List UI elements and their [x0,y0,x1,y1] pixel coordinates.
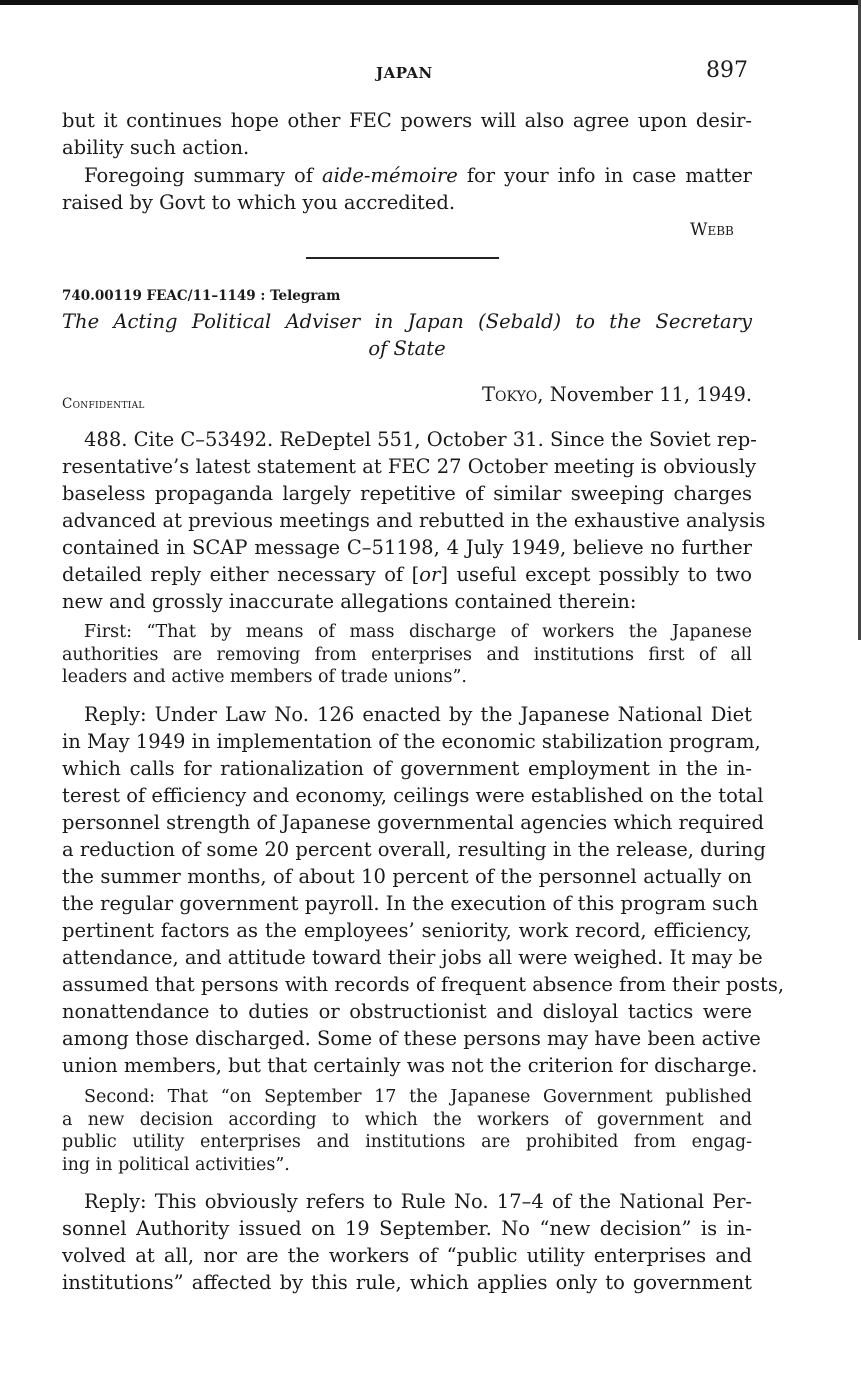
text-line: Reply: This obviously refers to Rule No. 17–4 of the National Per- [84,1190,752,1213]
title-line: The Acting Political Adviser in Japan (Sebald) to the Secretary [62,310,752,333]
text-line: the summer months, of about 10 percent of the personnel actually on [62,865,752,888]
text-line: terest of efficiency and economy, ceilings were established on the total [62,784,764,807]
text-line: authorities are removing from enterprises and institutions first of all [62,644,752,665]
text-line: the regular government payroll. In the execution of this program such [62,892,759,915]
text-line: a reduction of some 20 percent overall, resulting in the release, during [62,838,766,861]
page-number: 897 [706,58,748,83]
text-line: First: “That by means of mass discharge of workers the Japanese [84,622,752,642]
text-line: volved at all, nor are the workers of “public utility enterprises and [62,1244,752,1267]
text-line: raised by Govt to which you accredited. [62,191,456,214]
editorial-insertion: or [419,563,441,586]
divider [306,257,499,259]
text-line: pertinent factors as the employees’ seniority, work record, efficiency, [62,919,752,942]
text-line: among those discharged. Some of these persons may have been active [62,1027,761,1050]
classification: Confidential [62,396,145,412]
italic-term: aide-mémoire [322,164,458,187]
signature: Webb [690,220,734,240]
text-line: 488. Cite C–53492. ReDeptel 551, October 31. Since the Soviet rep- [84,428,757,451]
allegation-second [62,1086,752,1176]
text-line: attendance, and attitude toward their jobs all were weighed. It may be [62,946,763,969]
text-line: ing in political activities”. [62,1154,290,1175]
document-title [62,308,752,362]
text-line: ability such action. [62,136,250,159]
text-line: Foregoing summary of aide-mémoire for your info in case matter [84,164,752,187]
text-line: institutions” affected by this rule, which applies only to government [62,1271,752,1294]
text-line: Reply: Under Law No. 126 enacted by the Japanese National Diet [84,703,752,726]
text-line: personnel strength of Japanese governmental agencies which required [62,811,764,834]
text-line: new and grossly inaccurate allegations contained therein: [62,590,637,613]
text-line: sonnel Authority issued on 19 September. No “new decision” is in- [62,1217,752,1240]
text-line: which calls for rationalization of government employment in the in- [62,757,752,780]
text-line: nonattendance to duties or obstructionist and disloyal tactics were [62,1000,752,1023]
text-line: assumed that persons with records of frequent absence from their posts, [62,973,785,996]
intro-paragraph-2 [62,162,752,216]
text-line: a new decision according to which the workers of government and [62,1109,752,1130]
text-line: advanced at previous meetings and rebutted in the exhaustive analysis [62,509,766,532]
text-line: union members, but that certainly was not the criterion for discharge. [62,1054,758,1077]
reply-first [62,701,785,1079]
text-line: in May 1949 in implementation of the economic stabilization program, [62,730,761,753]
intro-paragraph [62,107,752,161]
text-line: detailed reply either necessary of [or] useful except possibly to two [62,563,752,586]
text-line: baseless propaganda largely repetitive of similar sweeping charges [62,482,752,505]
allegation-first [62,621,752,689]
top-border [0,0,861,5]
text-line: leaders and active members of trade unions”. [62,667,467,687]
file-reference: 740.00119 FEAC/11–1149 : Telegram [62,288,341,304]
text-line: Second: That “on September 17 the Japanese Government published [84,1087,752,1107]
text-line: resentative’s latest statement at FEC 27 October meeting is obviously [62,455,757,478]
reply-second [62,1188,752,1296]
text-line: but it continues hope other FEC powers will also agree upon desir- [62,109,752,132]
paragraph-488 [62,426,766,615]
text-line: contained in SCAP message C–51198, 4 July 1949, believe no further [62,536,752,559]
dateline: Tokyo, November 11, 1949. [482,383,753,406]
running-head: JAPAN [376,64,433,82]
text-line: public utility enterprises and institutions are prohibited from engag- [62,1132,752,1152]
title-line: of State [368,337,446,360]
